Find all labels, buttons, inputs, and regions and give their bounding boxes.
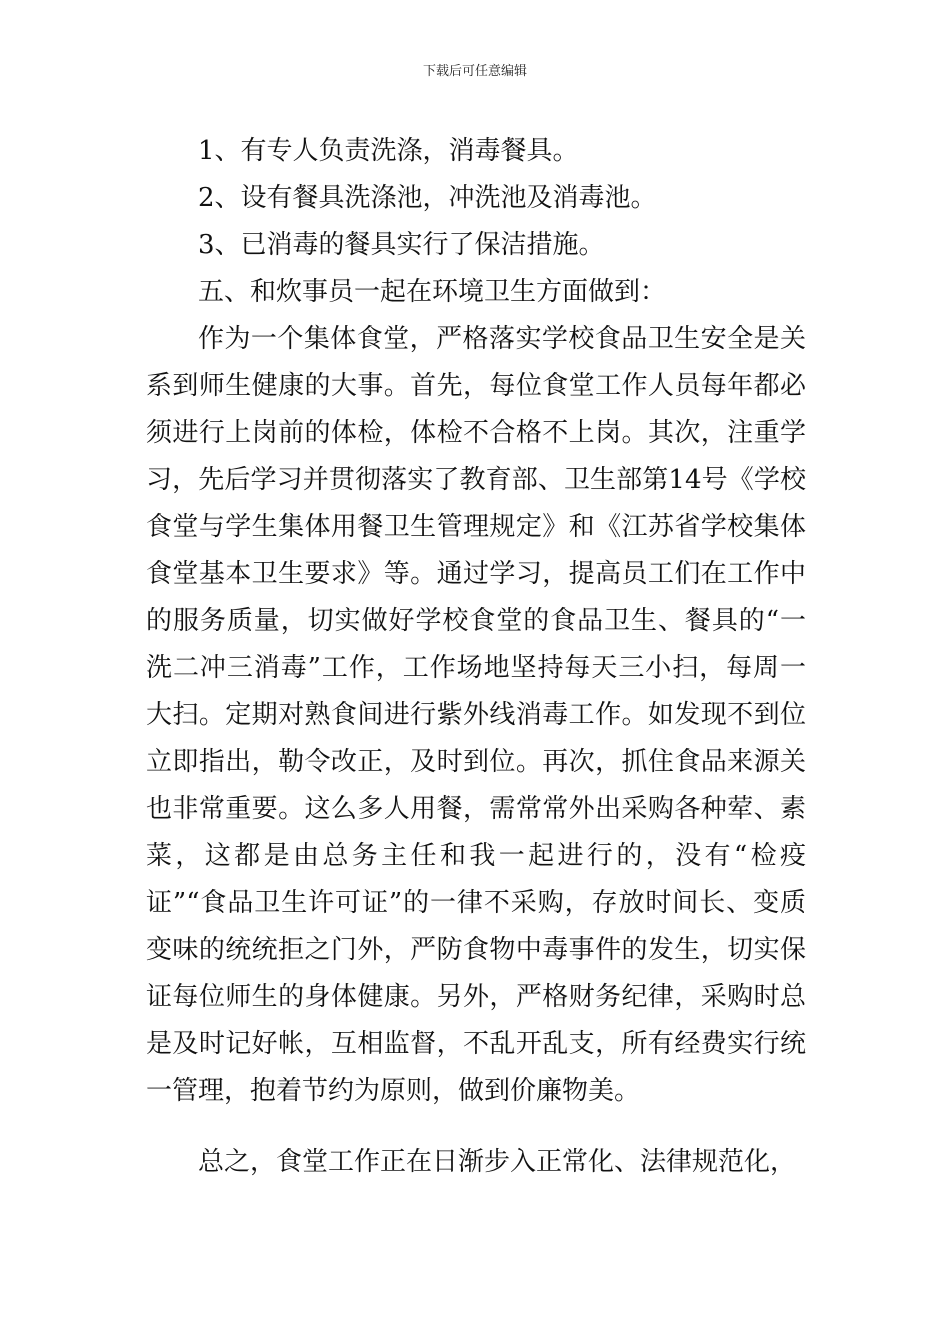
paragraph-main: 作为一个集体食堂，严格落实学校食品卫生安全是关系到师生健康的大事。首先，每位食堂工作人员每年都必须进行上岗前的体检，体检不合格不上岗。其次，注重学习，先后学习并贯彻落实了教育部、卫生部第14号《学校食堂与学生集体用餐卫生管理规定》和《江苏省学校集体食堂基本卫生要求》等。通过学习，提高员工们在工作中的服务质量，切实做好学校食堂的食品卫生、餐具的“一洗二冲三消毒”工作，工作场地坚持每天三小扫，每周一大扫。定期对熟食间进行紫外线消毒工作。如发现不到位立即指出，勒令改正，及时到位。再次，抓住食品来源关也非常重要。这么多人用餐，需常常外出采购各种荤、素菜，这都是由总务主任和我一起进行的，没有“检疫证”“食品卫生许可证”的一律不采购，存放时间长、变质变味的统统拒之门外，严防食物中毒事件的发生，切实保证每位师生的身体健康。另外，严格财务纪律，采购时总是及时记好帐，互相监督，不乱开乱支，所有经费实行统一管理，抱着节约为原则，做到价廉物美。 xyxy=(146,324,806,1106)
document-body xyxy=(146,128,806,1186)
section-heading: 五、和炊事员一起在环境卫生方面做到： xyxy=(198,277,667,307)
paragraph-conclusion: 总之，食堂工作正在日渐步入正常化、法律规范化， xyxy=(198,1147,797,1177)
paragraph-item-1: 1、有专人负责洗涤，消毒餐具。 xyxy=(198,136,579,166)
paragraph-item-3: 3、已消毒的餐具实行了保洁措施。 xyxy=(198,230,605,260)
page-header: 下载后可任意编辑 xyxy=(422,64,527,79)
paragraph-item-2: 2、设有餐具洗涤池，冲洗池及消毒池。 xyxy=(198,183,657,213)
